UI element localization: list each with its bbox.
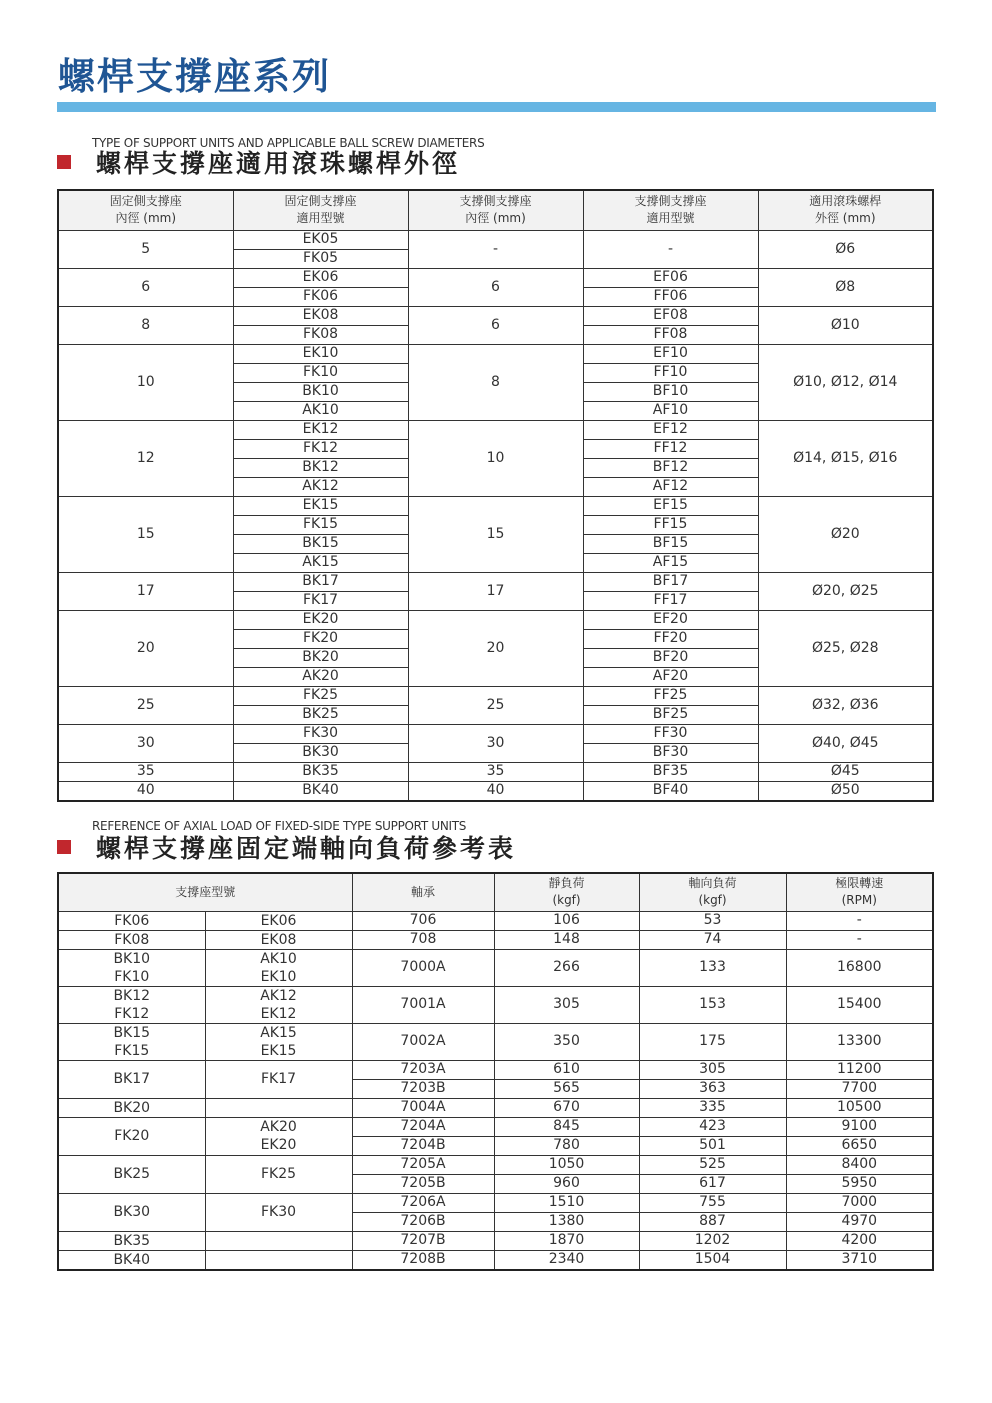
header-static-load: 靜負荷 (kgf) <box>494 873 639 911</box>
axial-load-cell: 175 <box>639 1023 786 1060</box>
model-label: FK30 <box>260 1204 297 1220</box>
max-speed-cell: - <box>786 911 933 930</box>
table-row <box>58 268 933 287</box>
table-row <box>58 949 933 986</box>
support-model-cell: BF25 <box>583 705 758 724</box>
support-model-cell: - <box>583 230 758 268</box>
support-inner-diameter-cell: 15 <box>408 496 583 572</box>
static-load-cell: 610 <box>494 1060 639 1079</box>
table-row <box>58 1098 933 1117</box>
fixed-model-cell: AK12 <box>233 477 408 496</box>
support-model-cell: AF10 <box>583 401 758 420</box>
fixed-inner-diameter-cell: 20 <box>58 610 233 686</box>
support-model-cell: BF12 <box>583 458 758 477</box>
table-row <box>58 762 933 781</box>
axial-load-cell: 1504 <box>639 1250 786 1270</box>
fixed-model-cell: EK08 <box>233 306 408 325</box>
model-label: BK35 <box>113 1232 151 1249</box>
static-load-cell: 845 <box>494 1117 639 1136</box>
model-b-cell <box>205 1117 352 1155</box>
model-label: BK30 <box>113 1204 151 1220</box>
support-model-cell: BF10 <box>583 382 758 401</box>
table-row <box>58 344 933 363</box>
bearing-cell: 7000A <box>352 949 494 986</box>
table-row <box>58 930 933 949</box>
model-label: EK08 <box>260 931 297 948</box>
ball-screw-od-cell: Ø45 <box>758 762 933 781</box>
max-speed-cell: 16800 <box>786 949 933 986</box>
support-model-cell: EF10 <box>583 344 758 363</box>
model-label: EK15 <box>260 1042 297 1059</box>
table-row <box>58 572 933 591</box>
max-speed-cell: 9100 <box>786 1117 933 1136</box>
support-model-cell: FF30 <box>583 724 758 743</box>
support-model-cell: BF35 <box>583 762 758 781</box>
model-label: BK40 <box>113 1251 151 1268</box>
axial-load-cell: 617 <box>639 1174 786 1193</box>
static-load-cell: 780 <box>494 1136 639 1155</box>
axial-load-cell: 423 <box>639 1117 786 1136</box>
fixed-inner-diameter-cell: 40 <box>58 781 233 801</box>
model-a-cell <box>58 1117 205 1155</box>
model-a-cell <box>58 930 205 949</box>
bearing-cell: 7205B <box>352 1174 494 1193</box>
page-title: 螺桿支撐座系列 <box>58 55 331 98</box>
fixed-model-cell: FK20 <box>233 629 408 648</box>
fixed-model-cell: FK30 <box>233 724 408 743</box>
support-inner-diameter-cell: 6 <box>408 306 583 344</box>
model-label: EK12 <box>260 1005 297 1022</box>
support-model-cell: FF12 <box>583 439 758 458</box>
bearing-cell: 7206B <box>352 1212 494 1231</box>
axial-load-cell: 335 <box>639 1098 786 1117</box>
fixed-inner-diameter-cell: 17 <box>58 572 233 610</box>
model-label: BK15 <box>113 1024 151 1041</box>
title-underline-bar <box>57 102 936 112</box>
fixed-inner-diameter-cell: 6 <box>58 268 233 306</box>
support-inner-diameter-cell: 35 <box>408 762 583 781</box>
model-a-cell <box>58 1060 205 1098</box>
table-row <box>58 306 933 325</box>
fixed-model-cell: EK20 <box>233 610 408 629</box>
fixed-model-cell: EK12 <box>233 420 408 439</box>
table-header-row <box>58 190 933 230</box>
support-model-cell: BF20 <box>583 648 758 667</box>
fixed-model-cell: BK30 <box>233 743 408 762</box>
support-inner-diameter-cell: 25 <box>408 686 583 724</box>
max-speed-cell: 15400 <box>786 986 933 1023</box>
fixed-model-cell: FK08 <box>233 325 408 344</box>
section2-marker-square <box>57 840 71 854</box>
model-b-cell <box>205 986 352 1023</box>
section1-marker-square <box>57 155 71 169</box>
support-model-cell: FF10 <box>583 363 758 382</box>
ball-screw-od-cell: Ø20 <box>758 496 933 572</box>
ball-screw-od-cell: Ø50 <box>758 781 933 801</box>
support-model-cell: FF17 <box>583 591 758 610</box>
model-b-cell <box>205 1060 352 1098</box>
support-inner-diameter-cell: 10 <box>408 420 583 496</box>
model-a-cell <box>58 911 205 930</box>
model-a-cell <box>58 1023 205 1060</box>
ball-screw-od-cell: Ø40, Ø45 <box>758 724 933 762</box>
support-model-cell: AF12 <box>583 477 758 496</box>
header-fixed-models: 固定側支撐座 適用型號 <box>233 190 408 230</box>
fixed-model-cell: AK10 <box>233 401 408 420</box>
model-b-cell <box>205 1155 352 1193</box>
bearing-cell: 7208B <box>352 1250 494 1270</box>
support-model-cell: FF15 <box>583 515 758 534</box>
header-support-model: 支撐座型號 <box>58 873 352 911</box>
header-ball-screw-od: 適用滾珠螺桿 外徑 (mm) <box>758 190 933 230</box>
bearing-cell: 7002A <box>352 1023 494 1060</box>
model-b-cell <box>205 1193 352 1231</box>
bearing-cell: 7206A <box>352 1193 494 1212</box>
bearing-cell: 7207B <box>352 1231 494 1250</box>
model-label: AK20 <box>260 1119 297 1135</box>
max-speed-cell: 7700 <box>786 1079 933 1098</box>
model-label: FK06 <box>114 912 150 929</box>
table-row <box>58 610 933 629</box>
table-row <box>58 986 933 1023</box>
model-label: EK20 <box>260 1137 297 1153</box>
support-model-cell: BF30 <box>583 743 758 762</box>
support-model-cell: FF08 <box>583 325 758 344</box>
ball-screw-od-cell: Ø8 <box>758 268 933 306</box>
fixed-model-cell: EK15 <box>233 496 408 515</box>
fixed-model-cell: FK17 <box>233 591 408 610</box>
axial-load-cell: 153 <box>639 986 786 1023</box>
support-inner-diameter-cell: 40 <box>408 781 583 801</box>
bearing-cell: 7204A <box>352 1117 494 1136</box>
fixed-model-cell: BK12 <box>233 458 408 477</box>
fixed-model-cell: BK15 <box>233 534 408 553</box>
max-speed-cell: 4970 <box>786 1212 933 1231</box>
fixed-model-cell: FK10 <box>233 363 408 382</box>
support-model-cell: BF40 <box>583 781 758 801</box>
model-label: FK12 <box>114 1005 150 1022</box>
model-b-cell <box>205 930 352 949</box>
table-row <box>58 1250 933 1270</box>
max-speed-cell: 5950 <box>786 1174 933 1193</box>
model-label: FK17 <box>260 1071 297 1087</box>
header-support-models: 支撐側支撐座 適用型號 <box>583 190 758 230</box>
model-label: FK25 <box>260 1166 297 1182</box>
axial-load-cell: 133 <box>639 949 786 986</box>
model-b-cell <box>205 1231 352 1250</box>
model-b-cell <box>205 1250 352 1270</box>
max-speed-cell: 4200 <box>786 1231 933 1250</box>
fixed-model-cell: BK25 <box>233 705 408 724</box>
fixed-inner-diameter-cell: 25 <box>58 686 233 724</box>
model-a-cell <box>58 1231 205 1250</box>
static-load-cell: 106 <box>494 911 639 930</box>
support-model-cell: FF20 <box>583 629 758 648</box>
model-label: BK10 <box>113 950 151 967</box>
max-speed-cell: 7000 <box>786 1193 933 1212</box>
model-label: EK10 <box>260 968 297 985</box>
model-label: BK20 <box>113 1099 151 1116</box>
max-speed-cell: 6650 <box>786 1136 933 1155</box>
bearing-cell: 7203A <box>352 1060 494 1079</box>
support-inner-diameter-cell: 30 <box>408 724 583 762</box>
static-load-cell: 565 <box>494 1079 639 1098</box>
fixed-model-cell: FK05 <box>233 249 408 268</box>
bearing-cell: 7001A <box>352 986 494 1023</box>
model-label: EK06 <box>260 912 297 929</box>
static-load-cell: 2340 <box>494 1250 639 1270</box>
model-a-cell <box>58 1193 205 1231</box>
model-label: AK10 <box>260 950 297 967</box>
model-label: BK17 <box>113 1071 151 1087</box>
table-row <box>58 1023 933 1060</box>
model-a-cell <box>58 986 205 1023</box>
support-model-cell: EF20 <box>583 610 758 629</box>
section2-title-zh: 螺桿支撐座固定端軸向負荷參考表 <box>96 834 517 863</box>
support-model-cell: AF15 <box>583 553 758 572</box>
table-header-row <box>58 873 933 911</box>
table-row <box>58 1155 933 1174</box>
header-bearing: 軸承 <box>352 873 494 911</box>
fixed-inner-diameter-cell: 35 <box>58 762 233 781</box>
support-model-cell: FF06 <box>583 287 758 306</box>
table-row <box>58 420 933 439</box>
support-model-cell: EF08 <box>583 306 758 325</box>
model-label: AK15 <box>260 1024 297 1041</box>
bearing-cell: 7203B <box>352 1079 494 1098</box>
ball-screw-od-cell: Ø14, Ø15, Ø16 <box>758 420 933 496</box>
bearing-cell: 7204B <box>352 1136 494 1155</box>
table-row <box>58 496 933 515</box>
table-row <box>58 724 933 743</box>
max-speed-cell: 13300 <box>786 1023 933 1060</box>
model-label: FK08 <box>114 931 150 948</box>
model-label: FK20 <box>114 1128 150 1144</box>
fixed-model-cell: BK35 <box>233 762 408 781</box>
model-label: AK12 <box>260 987 297 1004</box>
fixed-model-cell: AK20 <box>233 667 408 686</box>
axial-load-cell: 1202 <box>639 1231 786 1250</box>
fixed-inner-diameter-cell: 12 <box>58 420 233 496</box>
fixed-inner-diameter-cell: 10 <box>58 344 233 420</box>
max-speed-cell: 3710 <box>786 1250 933 1270</box>
fixed-model-cell: FK25 <box>233 686 408 705</box>
bearing-cell: 7004A <box>352 1098 494 1117</box>
model-label: FK15 <box>114 1042 150 1059</box>
static-load-cell: 1050 <box>494 1155 639 1174</box>
fixed-model-cell: BK17 <box>233 572 408 591</box>
fixed-inner-diameter-cell: 30 <box>58 724 233 762</box>
model-b-cell <box>205 949 352 986</box>
axial-load-reference-table <box>57 872 934 1271</box>
static-load-cell: 266 <box>494 949 639 986</box>
fixed-model-cell: FK06 <box>233 287 408 306</box>
max-speed-cell: 10500 <box>786 1098 933 1117</box>
fixed-model-cell: EK10 <box>233 344 408 363</box>
table-row <box>58 781 933 801</box>
axial-load-cell: 74 <box>639 930 786 949</box>
model-a-cell <box>58 949 205 986</box>
header-axial-load: 軸向負荷 (kgf) <box>639 873 786 911</box>
header-max-speed: 極限轉速 (RPM) <box>786 873 933 911</box>
model-a-cell <box>58 1098 205 1117</box>
model-b-cell <box>205 1023 352 1060</box>
fixed-model-cell: EK05 <box>233 230 408 249</box>
axial-load-cell: 887 <box>639 1212 786 1231</box>
max-speed-cell: 11200 <box>786 1060 933 1079</box>
table-row <box>58 911 933 930</box>
static-load-cell: 148 <box>494 930 639 949</box>
support-model-cell: AF20 <box>583 667 758 686</box>
axial-load-cell: 501 <box>639 1136 786 1155</box>
fixed-model-cell: EK06 <box>233 268 408 287</box>
model-a-cell <box>58 1155 205 1193</box>
support-inner-diameter-cell: - <box>408 230 583 268</box>
support-inner-diameter-cell: 20 <box>408 610 583 686</box>
support-model-cell: FF25 <box>583 686 758 705</box>
support-inner-diameter-cell: 17 <box>408 572 583 610</box>
fixed-model-cell: AK15 <box>233 553 408 572</box>
static-load-cell: 1510 <box>494 1193 639 1212</box>
max-speed-cell: 8400 <box>786 1155 933 1174</box>
static-load-cell: 1380 <box>494 1212 639 1231</box>
ball-screw-od-cell: Ø20, Ø25 <box>758 572 933 610</box>
ball-screw-od-cell: Ø10, Ø12, Ø14 <box>758 344 933 420</box>
fixed-inner-diameter-cell: 5 <box>58 230 233 268</box>
bearing-cell: 708 <box>352 930 494 949</box>
ball-screw-od-cell: Ø10 <box>758 306 933 344</box>
ball-screw-od-cell: Ø32, Ø36 <box>758 686 933 724</box>
static-load-cell: 305 <box>494 986 639 1023</box>
fixed-model-cell: BK40 <box>233 781 408 801</box>
table-row <box>58 686 933 705</box>
support-model-cell: BF15 <box>583 534 758 553</box>
fixed-model-cell: FK12 <box>233 439 408 458</box>
table-row <box>58 230 933 249</box>
static-load-cell: 1870 <box>494 1231 639 1250</box>
fixed-inner-diameter-cell: 15 <box>58 496 233 572</box>
axial-load-cell: 755 <box>639 1193 786 1212</box>
table-row <box>58 1117 933 1136</box>
static-load-cell: 350 <box>494 1023 639 1060</box>
model-b-cell <box>205 1098 352 1117</box>
support-model-cell: BF17 <box>583 572 758 591</box>
bearing-cell: 7205A <box>352 1155 494 1174</box>
model-b-cell <box>205 911 352 930</box>
fixed-model-cell: FK15 <box>233 515 408 534</box>
model-a-cell <box>58 1250 205 1270</box>
bearing-cell: 706 <box>352 911 494 930</box>
header-support-inner-diameter: 支撐側支撐座 內徑 (mm) <box>408 190 583 230</box>
table-row <box>58 1231 933 1250</box>
support-inner-diameter-cell: 6 <box>408 268 583 306</box>
ball-screw-od-cell: Ø25, Ø28 <box>758 610 933 686</box>
axial-load-cell: 305 <box>639 1060 786 1079</box>
section1-title-zh: 螺桿支撐座適用滾珠螺桿外徑 <box>96 149 461 178</box>
fixed-inner-diameter-cell: 8 <box>58 306 233 344</box>
axial-load-cell: 363 <box>639 1079 786 1098</box>
support-inner-diameter-cell: 8 <box>408 344 583 420</box>
fixed-model-cell: BK20 <box>233 648 408 667</box>
support-model-cell: EF12 <box>583 420 758 439</box>
axial-load-cell: 525 <box>639 1155 786 1174</box>
support-model-cell: EF15 <box>583 496 758 515</box>
support-model-cell: EF06 <box>583 268 758 287</box>
header-fixed-inner-diameter: 固定側支撐座 內徑 (mm) <box>58 190 233 230</box>
fixed-model-cell: BK10 <box>233 382 408 401</box>
ball-screw-od-cell: Ø6 <box>758 230 933 268</box>
support-units-diameter-table <box>57 189 934 802</box>
model-label: BK12 <box>113 987 151 1004</box>
model-label: FK10 <box>114 968 150 985</box>
section2-title-en: REFERENCE OF AXIAL LOAD OF FIXED-SIDE TYPE SUPPORT UNITS <box>92 819 467 833</box>
static-load-cell: 670 <box>494 1098 639 1117</box>
section1-title-en: TYPE OF SUPPORT UNITS AND APPLICABLE BALL SCREW DIAMETERS <box>92 136 485 150</box>
table-row <box>58 1193 933 1212</box>
max-speed-cell: - <box>786 930 933 949</box>
table-row <box>58 1060 933 1079</box>
static-load-cell: 960 <box>494 1174 639 1193</box>
axial-load-cell: 53 <box>639 911 786 930</box>
model-label: BK25 <box>113 1166 151 1182</box>
